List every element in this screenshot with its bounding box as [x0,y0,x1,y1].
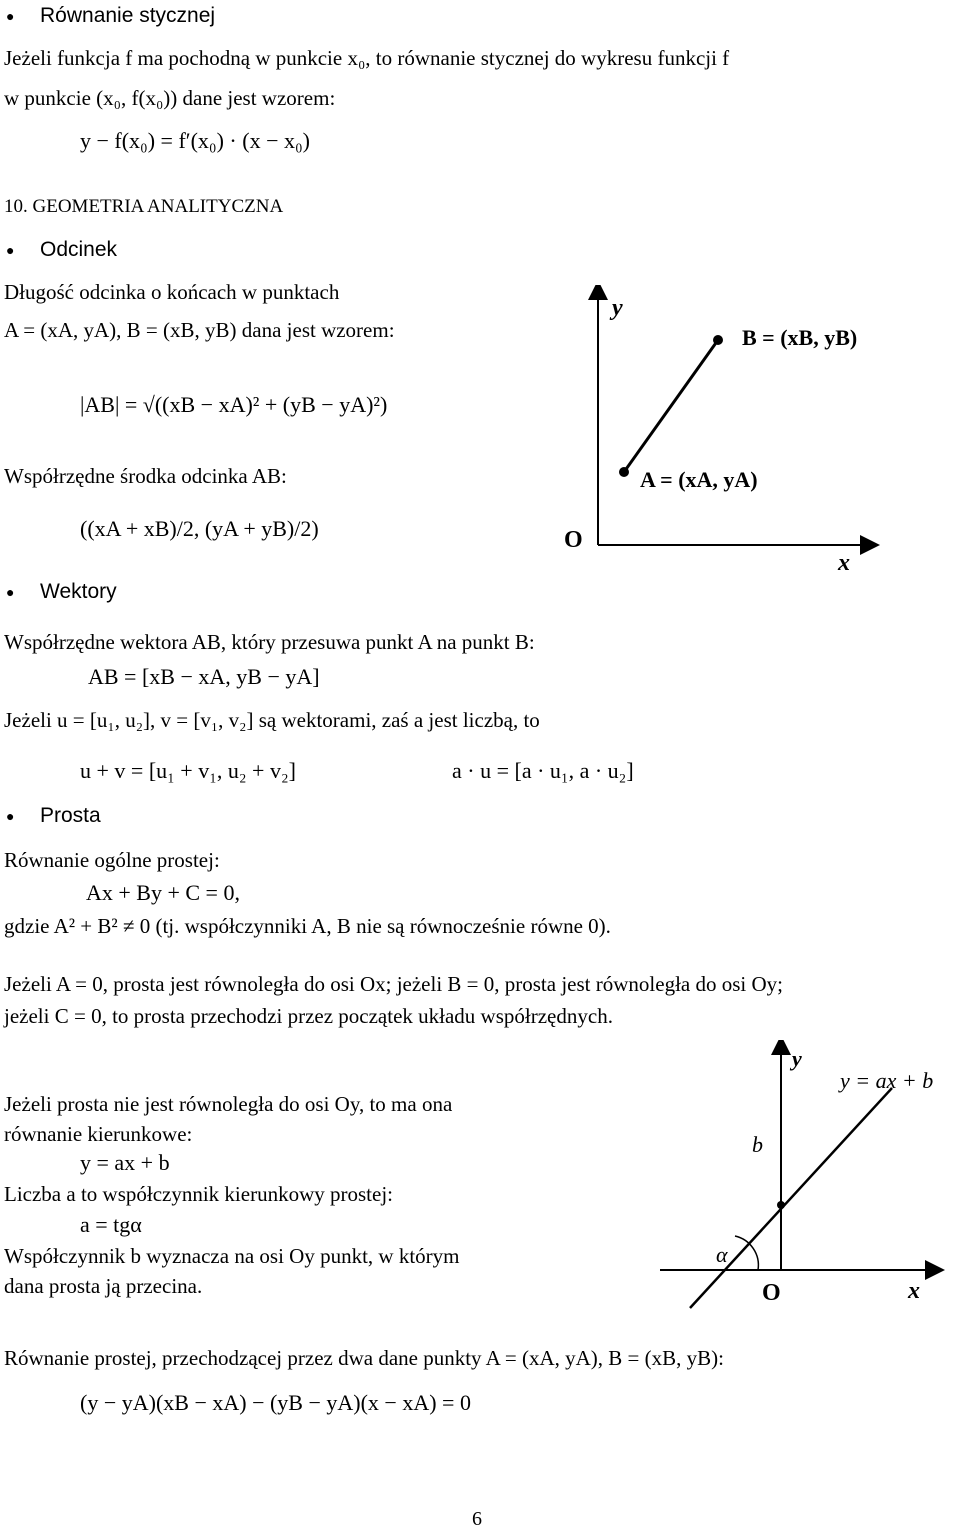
vector-ab-formula: AB = [xB − xA, yB − yA] [88,664,320,689]
midpoint-label: Współrzędne środka odcinka AB: [4,464,287,488]
line-origin-label: O [762,1280,781,1306]
tangent-formula: y − f(x₀) = f′(x₀) · (x − x₀) [80,128,310,153]
point-b-dot [713,335,723,345]
line-parallel-1: Jeżeli A = 0, prosta jest równoległa do osi Ox; jeżeli B = 0, prosta jest równoległa do osi Oy; [4,972,783,996]
two-points-formula: (y − yA)(xB − xA) − (yB − yA)(x − xA) = 0 [80,1390,471,1415]
line-slope-text-2: równanie kierunkowe: [4,1122,193,1146]
page-number: 6 [472,1508,482,1530]
line-coef-formula: a = tgα [80,1212,142,1237]
segment-text-2: A = (xA, yA), B = (xB, yB) dana jest wzorem: [4,318,395,342]
chapter-title: 10. GEOMETRIA ANALITYCZNA [4,196,284,217]
line-parallel-2: jeżeli C = 0, to prosta przechodzi przez początek układu współrzędnych. [4,1004,613,1028]
heading-tangent: ● Równanie stycznej [40,4,215,28]
line-general-label: Równanie ogólne prostej: [4,848,220,872]
line-equation-label: y = ax + b [840,1068,934,1093]
vectors-text-2: Jeżeli u = [u₁, u₂], v = [v₁, v₂] są wektorami, zaś a jest liczbą, to [4,708,540,732]
heading-vectors: ● Wektory [40,580,117,604]
segment-figure [560,285,890,575]
vectors-text-1: Współrzędne wektora AB, który przesuwa punkt A na punkt B: [4,630,535,654]
intercept-label: b [752,1132,763,1157]
heading-segment: ● Odcinek [40,238,117,262]
line-figure [640,1040,950,1310]
segment-axis-y-label: y [612,295,623,321]
line-axis-y-label: y [792,1046,802,1071]
angle-arc [735,1236,758,1270]
line-condition: gdzie A² + B² ≠ 0 (tj. współczynniki A, B nie są równocześnie równe 0). [4,914,611,938]
point-b-label: B = (xB, yB) [742,325,858,350]
segment-length-formula: |AB| = √((xB − xA)² + (yB − yA)²) [80,392,388,417]
tangent-text-1: Jeżeli funkcja f ma pochodną w punkcie x₀, to równanie stycznej do wykresu funkcji f [4,46,730,70]
tangent-text-2: w punkcie (x₀, f(x₀)) dane jest wzorem: [4,86,336,110]
point-a-dot [619,467,629,477]
angle-label: α [716,1242,728,1267]
line-axis-x-label: x [908,1278,920,1304]
line-b-text-1: Współczynnik b wyznacza na osi Oy punkt, w którym [4,1244,460,1268]
line-b-text-2: dana prosta ją przecina. [4,1274,203,1298]
vector-sum-formula: u + v = [u₁ + v₁, u₂ + v₂] [80,758,296,783]
line-general-formula: Ax + By + C = 0, [86,880,240,905]
point-a-label: A = (xA, yA) [640,467,758,492]
intercept-dot [777,1201,785,1209]
segment-origin-label: O [564,527,583,553]
two-points-text: Równanie prostej, przechodzącej przez dwa dane punkty A = (xA, yA), B = (xB, yB): [4,1346,724,1370]
segment-axis-x-label: x [838,550,850,575]
heading-line: ● Prosta [40,804,101,828]
segment-text-1: Długość odcinka o końcach w punktach [4,280,340,304]
line-slope-formula: y = ax + b [80,1150,170,1175]
line-slope-text-1: Jeżeli prosta nie jest równoległa do osi Oy, to ma ona [4,1092,453,1116]
vector-scalar-formula: a · u = [a · u₁, a · u₂] [452,758,634,783]
midpoint-formula: ((xA + xB)/2, (yA + yB)/2) [80,516,319,541]
segment-ab-line [624,340,718,472]
line-graph [690,1088,892,1308]
line-coef-text: Liczba a to współczynnik kierunkowy prostej: [4,1182,393,1206]
